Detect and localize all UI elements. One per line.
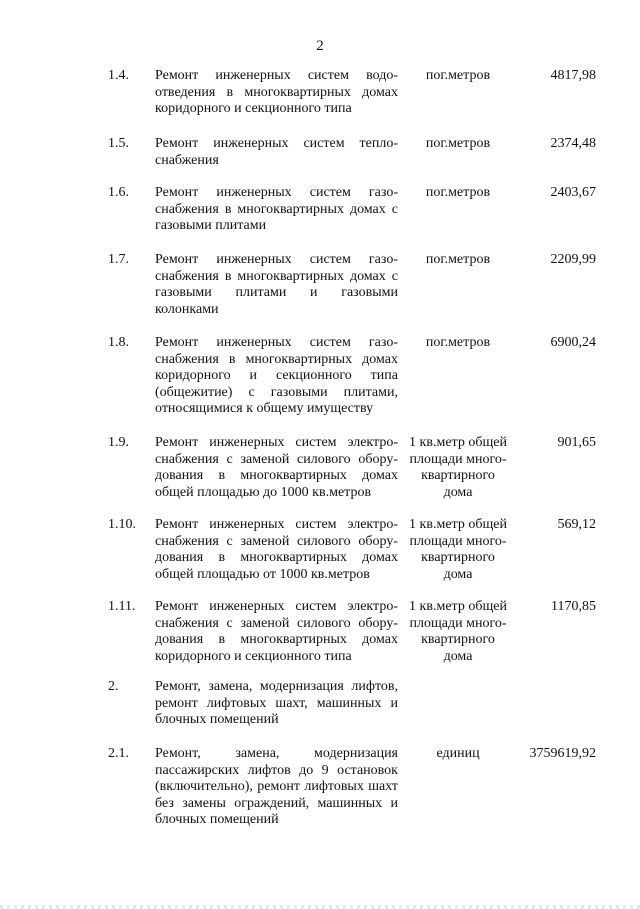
table-row: [0, 599, 640, 665]
item-value: 569,12: [557, 517, 596, 532]
table-row: [0, 68, 640, 118]
table-row: [0, 517, 640, 583]
item-description: Ремонт инженерных систем водо-отведения в многоквартирных домах коридорного и секционного типа: [155, 68, 398, 116]
item-unit-line: 1 кв.метр общей: [409, 435, 507, 450]
item-value: 1170,85: [551, 599, 596, 614]
item-unit: [408, 435, 508, 501]
table-row: [0, 746, 640, 829]
table-row: [0, 435, 640, 501]
item-description: Ремонт инженерных систем электро-снабжения с заменой силового обору-дования в многоквартирных домах общей площадью от 1000 кв.метров: [155, 517, 398, 582]
table-row: [0, 185, 640, 235]
item-description: Ремонт инженерных систем электро-снабжения с заменой силового обору-дования в многоквартирных домах коридорного и секционного типа: [155, 599, 398, 664]
item-unit: [408, 599, 508, 665]
item-unit-line: пог.метров: [425, 335, 491, 350]
item-unit-line: квартирного: [421, 468, 495, 483]
item-unit: [408, 252, 508, 318]
item-value: 6900,24: [550, 335, 596, 350]
item-number: 1.8.: [108, 335, 129, 350]
item-unit-line: пог.метров: [425, 252, 491, 267]
item-value: 3759619,92: [529, 746, 596, 761]
item-description: Ремонт инженерных систем тепло-снабжения: [155, 136, 398, 168]
item-description: Ремонт инженерных систем газо-снабжения в многоквартирных домах коридорного и секционного типа (общежитие) с газовыми плитами, относящимися к общему имуществу: [155, 335, 398, 416]
item-unit-line: дома: [443, 484, 473, 500]
table-row: [0, 679, 640, 729]
item-description: Ремонт, замена, модернизация лифтов, ремонт лифтовых шахт, машинных и блочных помещений: [155, 679, 398, 727]
item-number: 1.4.: [108, 68, 129, 83]
item-description: Ремонт инженерных систем газо-снабжения в многоквартирных домах с газовыми плитами: [155, 185, 398, 233]
scan-edge: [0, 905, 640, 909]
item-unit: [408, 185, 508, 235]
item-unit-line: пог.метров: [425, 185, 491, 200]
item-unit-line: площади много-: [409, 451, 507, 467]
item-value: [518, 679, 596, 729]
item-unit-line: квартирного: [421, 632, 495, 647]
item-unit-line: 1 кв.метр общей: [409, 599, 507, 614]
item-unit: [408, 68, 508, 118]
item-value: 2209,99: [550, 252, 596, 267]
item-unit-line: площади много-: [409, 533, 507, 549]
item-unit: [408, 746, 508, 829]
item-number: 1.9.: [108, 435, 129, 450]
item-unit-line: пог.метров: [425, 136, 491, 151]
item-unit-line: пог.метров: [425, 68, 491, 83]
item-number: 2.1.: [108, 746, 129, 761]
item-unit-line: 1 кв.метр общей: [409, 517, 507, 532]
item-number: 1.5.: [108, 136, 129, 151]
item-description: Ремонт, замена, модернизация пассажирских лифтов до 9 остановок (включительно), ремонт лифтовых шахт без замены ограждений, машинных и блочных помещений: [155, 746, 398, 827]
item-unit-line: квартирного: [421, 550, 495, 565]
page-number: 2: [316, 38, 324, 54]
item-description: Ремонт инженерных систем газо-снабжения в многоквартирных домах с газовыми плитами и газовыми колонками: [155, 252, 398, 317]
item-unit-line: единиц: [436, 746, 480, 761]
item-number: 1.6.: [108, 185, 129, 200]
table-row: [0, 335, 640, 418]
item-unit: [408, 679, 508, 729]
item-unit-line: площади много-: [409, 615, 507, 631]
item-number: 1.11.: [108, 599, 136, 614]
item-unit: [408, 335, 508, 418]
item-unit: [408, 136, 508, 169]
item-value: 4817,98: [550, 68, 596, 83]
item-unit-line: дома: [443, 566, 473, 582]
item-value: 901,65: [557, 435, 596, 450]
item-value: 2403,67: [550, 185, 596, 200]
item-number: 1.7.: [108, 252, 129, 267]
item-unit: [408, 517, 508, 583]
item-number: 2.: [108, 679, 119, 694]
table-row: [0, 252, 640, 318]
item-value: 2374,48: [550, 136, 596, 151]
item-unit-line: дома: [443, 648, 473, 664]
item-description: Ремонт инженерных систем электро-снабжения с заменой силового обору-дования в многоквартирных домах общей площадью до 1000 кв.метров: [155, 435, 398, 500]
table-row: [0, 136, 640, 169]
item-number: 1.10.: [108, 517, 136, 532]
